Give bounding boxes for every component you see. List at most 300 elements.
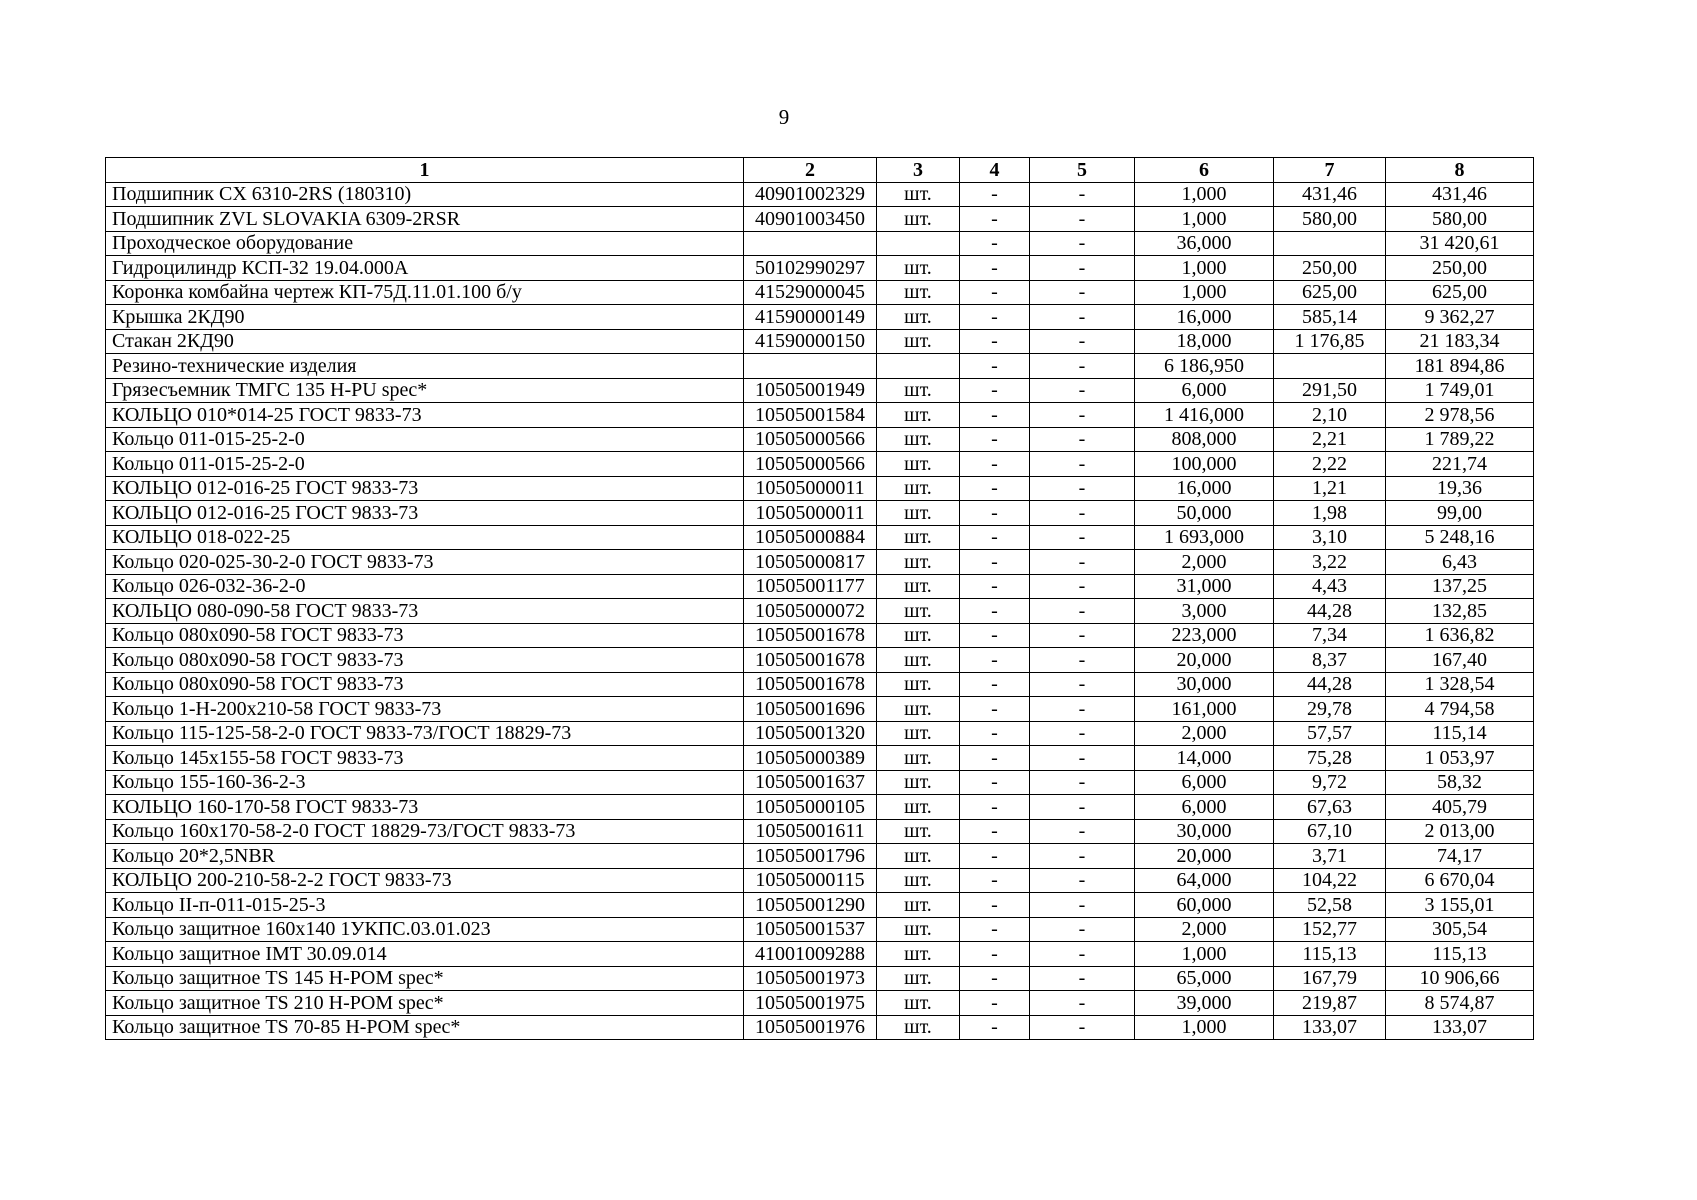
unit-cell: шт. [877,868,960,893]
unit-cell: шт. [877,378,960,403]
table-row [106,697,1534,722]
col5-cell: - [1030,501,1135,526]
unit-cell: шт. [877,452,960,477]
col5-cell: - [1030,182,1135,207]
table-row [106,329,1534,354]
page-number: 9 [778,105,790,129]
table-row [106,231,1534,256]
item-code-cell: 10505001949 [744,378,877,403]
col5-cell: - [1030,991,1135,1016]
item-code-cell: 10505001796 [744,844,877,869]
column-header: 4 [960,158,1030,183]
amount-cell: 6,43 [1386,550,1534,575]
item-code-cell: 10505001637 [744,770,877,795]
col4-cell: - [960,354,1030,379]
col5-cell: - [1030,942,1135,967]
col5-cell: - [1030,574,1135,599]
item-code-cell [744,231,877,256]
unit-cell: шт. [877,917,960,942]
column-header: 2 [744,158,877,183]
unit-cell: шт. [877,256,960,281]
table-row [106,403,1534,428]
item-name-cell: КОЛЬЦО 018-022-25 [106,525,744,550]
price-cell: 291,50 [1274,378,1386,403]
amount-cell: 580,00 [1386,207,1534,232]
item-name-cell: КОЛЬЦО 200-210-58-2-2 ГОСТ 9833-73 [106,868,744,893]
col5-cell: - [1030,231,1135,256]
price-cell: 67,10 [1274,819,1386,844]
price-cell: 29,78 [1274,697,1386,722]
price-cell: 7,34 [1274,623,1386,648]
quantity-cell: 1 693,000 [1135,525,1274,550]
item-name-cell: Кольцо 080х090-58 ГОСТ 9833-73 [106,648,744,673]
amount-cell: 625,00 [1386,280,1534,305]
price-cell: 67,63 [1274,795,1386,820]
item-code-cell: 10505001290 [744,893,877,918]
unit-cell: шт. [877,476,960,501]
item-name-cell: Подшипник CX 6310-2RS (180310) [106,182,744,207]
table-row [106,648,1534,673]
col5-cell: - [1030,354,1135,379]
amount-cell: 1 636,82 [1386,623,1534,648]
price-cell [1274,354,1386,379]
col5-cell: - [1030,697,1135,722]
item-code-cell [744,354,877,379]
price-cell: 580,00 [1274,207,1386,232]
unit-cell: шт. [877,280,960,305]
amount-cell: 9 362,27 [1386,305,1534,330]
table-row [106,770,1534,795]
item-code-cell: 41590000149 [744,305,877,330]
col4-cell: - [960,501,1030,526]
quantity-cell: 2,000 [1135,917,1274,942]
quantity-cell: 1,000 [1135,280,1274,305]
col4-cell: - [960,231,1030,256]
price-cell: 52,58 [1274,893,1386,918]
price-cell: 250,00 [1274,256,1386,281]
item-name-cell: Кольцо 145х155-58 ГОСТ 9833-73 [106,746,744,771]
unit-cell: шт. [877,795,960,820]
item-code-cell: 10505001177 [744,574,877,599]
unit-cell: шт. [877,329,960,354]
amount-cell: 132,85 [1386,599,1534,624]
col5-cell: - [1030,868,1135,893]
table-row [106,966,1534,991]
col5-cell: - [1030,844,1135,869]
col4-cell: - [960,966,1030,991]
item-code-cell: 10505000566 [744,427,877,452]
column-header: 1 [106,158,744,183]
table-row [106,574,1534,599]
unit-cell: шт. [877,942,960,967]
col4-cell: - [960,329,1030,354]
table-row [106,550,1534,575]
table-row [106,1015,1534,1040]
item-code-cell: 10505001975 [744,991,877,1016]
unit-cell: шт. [877,746,960,771]
quantity-cell: 1,000 [1135,256,1274,281]
quantity-cell: 6,000 [1135,378,1274,403]
item-name-cell: Кольцо 080х090-58 ГОСТ 9833-73 [106,672,744,697]
item-name-cell: Коронка комбайна чертеж КП-75Д.11.01.100 б/у [106,280,744,305]
table-row [106,182,1534,207]
item-code-cell: 41001009288 [744,942,877,967]
price-cell: 44,28 [1274,599,1386,624]
table-row [106,844,1534,869]
column-header: 5 [1030,158,1135,183]
item-name-cell: Резино-технические изделия [106,354,744,379]
table-row [106,672,1534,697]
unit-cell: шт. [877,403,960,428]
unit-cell: шт. [877,672,960,697]
table-row [106,942,1534,967]
item-name-cell: Кольцо 011-015-25-2-0 [106,427,744,452]
item-code-cell: 10505000011 [744,476,877,501]
item-code-cell: 50102990297 [744,256,877,281]
col4-cell: - [960,182,1030,207]
price-cell: 4,43 [1274,574,1386,599]
item-name-cell: Кольцо II-п-011-015-25-3 [106,893,744,918]
col4-cell: - [960,917,1030,942]
table-row [106,378,1534,403]
unit-cell: шт. [877,305,960,330]
col4-cell: - [960,305,1030,330]
item-code-cell: 41529000045 [744,280,877,305]
col4-cell: - [960,550,1030,575]
price-cell: 167,79 [1274,966,1386,991]
price-cell: 2,22 [1274,452,1386,477]
amount-cell: 2 013,00 [1386,819,1534,844]
item-name-cell: КОЛЬЦО 160-170-58 ГОСТ 9833-73 [106,795,744,820]
col4-cell: - [960,256,1030,281]
item-code-cell: 10505000389 [744,746,877,771]
quantity-cell: 1,000 [1135,207,1274,232]
table-row [106,917,1534,942]
col4-cell: - [960,697,1030,722]
unit-cell: шт. [877,599,960,624]
col5-cell: - [1030,305,1135,330]
unit-cell: шт. [877,1015,960,1040]
item-code-cell: 10505000105 [744,795,877,820]
price-cell: 3,10 [1274,525,1386,550]
col5-cell: - [1030,378,1135,403]
col4-cell: - [960,476,1030,501]
quantity-cell: 14,000 [1135,746,1274,771]
col5-cell: - [1030,746,1135,771]
item-code-cell: 10505001584 [744,403,877,428]
quantity-cell: 223,000 [1135,623,1274,648]
table-row [106,452,1534,477]
col4-cell: - [960,403,1030,428]
col5-cell: - [1030,819,1135,844]
table-row [106,280,1534,305]
quantity-cell: 1,000 [1135,182,1274,207]
col4-cell: - [960,648,1030,673]
col5-cell: - [1030,893,1135,918]
quantity-cell: 50,000 [1135,501,1274,526]
amount-cell: 6 670,04 [1386,868,1534,893]
col5-cell: - [1030,721,1135,746]
item-code-cell: 40901002329 [744,182,877,207]
item-name-cell: Кольцо защитное 160х140 1УКПС.03.01.023 [106,917,744,942]
item-name-cell: Кольцо защитное TS 210 H-POM spec* [106,991,744,1016]
price-cell: 133,07 [1274,1015,1386,1040]
amount-cell: 2 978,56 [1386,403,1534,428]
item-code-cell: 10505001696 [744,697,877,722]
table-row [106,623,1534,648]
amount-cell: 5 248,16 [1386,525,1534,550]
unit-cell: шт. [877,966,960,991]
table-row [106,354,1534,379]
table-row [106,795,1534,820]
col5-cell: - [1030,452,1135,477]
item-name-cell: Кольцо защитное IMT 30.09.014 [106,942,744,967]
col4-cell: - [960,770,1030,795]
col4-cell: - [960,452,1030,477]
quantity-cell: 161,000 [1135,697,1274,722]
quantity-cell: 1,000 [1135,942,1274,967]
item-name-cell: КОЛЬЦО 012-016-25 ГОСТ 9833-73 [106,476,744,501]
item-name-cell: Кольцо 1-Н-200х210-58 ГОСТ 9833-73 [106,697,744,722]
unit-cell [877,231,960,256]
price-cell: 9,72 [1274,770,1386,795]
amount-cell: 305,54 [1386,917,1534,942]
col5-cell: - [1030,403,1135,428]
quantity-cell: 6,000 [1135,795,1274,820]
table-row [106,893,1534,918]
col5-cell: - [1030,648,1135,673]
price-cell: 104,22 [1274,868,1386,893]
table-row [106,868,1534,893]
quantity-cell: 64,000 [1135,868,1274,893]
amount-cell: 167,40 [1386,648,1534,673]
quantity-cell: 30,000 [1135,672,1274,697]
item-code-cell: 10505000566 [744,452,877,477]
amount-cell: 31 420,61 [1386,231,1534,256]
unit-cell: шт. [877,697,960,722]
unit-cell: шт. [877,623,960,648]
amount-cell: 431,46 [1386,182,1534,207]
item-name-cell: Кольцо 026-032-36-2-0 [106,574,744,599]
amount-cell: 1 053,97 [1386,746,1534,771]
quantity-cell: 36,000 [1135,231,1274,256]
col4-cell: - [960,427,1030,452]
col5-cell: - [1030,427,1135,452]
column-header: 7 [1274,158,1386,183]
unit-cell: шт. [877,721,960,746]
amount-cell: 8 574,87 [1386,991,1534,1016]
col4-cell: - [960,525,1030,550]
column-header: 6 [1135,158,1274,183]
table-row [106,721,1534,746]
amount-cell: 1 789,22 [1386,427,1534,452]
item-name-cell: Кольцо 160х170-58-2-0 ГОСТ 18829-73/ГОСТ 9833-73 [106,819,744,844]
price-cell: 1,98 [1274,501,1386,526]
quantity-cell: 3,000 [1135,599,1274,624]
item-code-cell: 10505000884 [744,525,877,550]
col4-cell: - [960,207,1030,232]
col5-cell: - [1030,770,1135,795]
col4-cell: - [960,574,1030,599]
quantity-cell: 6 186,950 [1135,354,1274,379]
col5-cell: - [1030,599,1135,624]
col4-cell: - [960,868,1030,893]
quantity-cell: 20,000 [1135,844,1274,869]
item-code-cell: 41590000150 [744,329,877,354]
table-row [106,599,1534,624]
col4-cell: - [960,1015,1030,1040]
item-name-cell: Кольцо 20*2,5NBR [106,844,744,869]
quantity-cell: 30,000 [1135,819,1274,844]
amount-cell: 115,13 [1386,942,1534,967]
amount-cell: 221,74 [1386,452,1534,477]
unit-cell: шт. [877,893,960,918]
item-code-cell: 10505001678 [744,648,877,673]
column-header: 3 [877,158,960,183]
table-body [106,182,1534,1040]
col5-cell: - [1030,256,1135,281]
item-code-cell: 10505001611 [744,819,877,844]
item-code-cell: 10505001678 [744,623,877,648]
item-name-cell: Кольцо 080х090-58 ГОСТ 9833-73 [106,623,744,648]
item-name-cell: КОЛЬЦО 010*014-25 ГОСТ 9833-73 [106,403,744,428]
amount-cell: 3 155,01 [1386,893,1534,918]
unit-cell: шт. [877,207,960,232]
price-cell: 8,37 [1274,648,1386,673]
amount-cell: 10 906,66 [1386,966,1534,991]
price-cell: 585,14 [1274,305,1386,330]
unit-cell: шт. [877,501,960,526]
item-code-cell: 10505001678 [744,672,877,697]
amount-cell: 99,00 [1386,501,1534,526]
item-code-cell: 10505000011 [744,501,877,526]
price-cell: 1 176,85 [1274,329,1386,354]
unit-cell: шт. [877,991,960,1016]
col4-cell: - [960,721,1030,746]
item-name-cell: Кольцо 020-025-30-2-0 ГОСТ 9833-73 [106,550,744,575]
col5-cell: - [1030,795,1135,820]
quantity-cell: 20,000 [1135,648,1274,673]
col5-cell: - [1030,672,1135,697]
amount-cell: 405,79 [1386,795,1534,820]
col5-cell: - [1030,550,1135,575]
quantity-cell: 100,000 [1135,452,1274,477]
unit-cell: шт. [877,819,960,844]
price-cell: 44,28 [1274,672,1386,697]
unit-cell: шт. [877,648,960,673]
col5-cell: - [1030,966,1135,991]
table-row [106,819,1534,844]
amount-cell: 74,17 [1386,844,1534,869]
price-cell: 57,57 [1274,721,1386,746]
unit-cell: шт. [877,427,960,452]
table-row [106,305,1534,330]
unit-cell: шт. [877,525,960,550]
item-code-cell: 10505001976 [744,1015,877,1040]
amount-cell: 19,36 [1386,476,1534,501]
quantity-cell: 1,000 [1135,1015,1274,1040]
col5-cell: - [1030,476,1135,501]
unit-cell: шт. [877,182,960,207]
col4-cell: - [960,795,1030,820]
price-cell: 3,71 [1274,844,1386,869]
column-header: 8 [1386,158,1534,183]
item-code-cell: 10505000115 [744,868,877,893]
item-name-cell: Проходческое оборудование [106,231,744,256]
price-cell: 431,46 [1274,182,1386,207]
item-code-cell: 10505001537 [744,917,877,942]
table-row [106,501,1534,526]
item-name-cell: Грязесъемник ТМГС 135 H-PU spec* [106,378,744,403]
unit-cell: шт. [877,770,960,795]
col4-cell: - [960,942,1030,967]
quantity-cell: 31,000 [1135,574,1274,599]
col4-cell: - [960,623,1030,648]
quantity-cell: 1 416,000 [1135,403,1274,428]
table-row [106,476,1534,501]
amount-cell: 58,32 [1386,770,1534,795]
quantity-cell: 808,000 [1135,427,1274,452]
item-code-cell: 10505000072 [744,599,877,624]
item-name-cell: Кольцо 011-015-25-2-0 [106,452,744,477]
item-name-cell: Подшипник ZVL SLOVAKIA 6309-2RSR [106,207,744,232]
amount-cell: 21 183,34 [1386,329,1534,354]
quantity-cell: 16,000 [1135,305,1274,330]
col4-cell: - [960,819,1030,844]
price-cell: 625,00 [1274,280,1386,305]
quantity-cell: 60,000 [1135,893,1274,918]
amount-cell: 133,07 [1386,1015,1534,1040]
table-row [106,207,1534,232]
col5-cell: - [1030,917,1135,942]
col4-cell: - [960,280,1030,305]
quantity-cell: 18,000 [1135,329,1274,354]
price-cell: 1,21 [1274,476,1386,501]
item-name-cell: КОЛЬЦО 012-016-25 ГОСТ 9833-73 [106,501,744,526]
amount-cell: 1 328,54 [1386,672,1534,697]
col5-cell: - [1030,1015,1135,1040]
item-name-cell: Крышка 2КД90 [106,305,744,330]
unit-cell: шт. [877,844,960,869]
price-cell: 115,13 [1274,942,1386,967]
table-row [106,991,1534,1016]
quantity-cell: 65,000 [1135,966,1274,991]
table-row [106,525,1534,550]
col5-cell: - [1030,280,1135,305]
amount-cell: 250,00 [1386,256,1534,281]
amount-cell: 4 794,58 [1386,697,1534,722]
table-row [106,427,1534,452]
unit-cell: шт. [877,574,960,599]
item-name-cell: Стакан 2КД90 [106,329,744,354]
item-name-cell: Кольцо 115-125-58-2-0 ГОСТ 9833-73/ГОСТ 18829-73 [106,721,744,746]
unit-cell: шт. [877,550,960,575]
col4-cell: - [960,991,1030,1016]
price-cell [1274,231,1386,256]
col4-cell: - [960,893,1030,918]
inventory-table [105,157,1534,1040]
unit-cell [877,354,960,379]
item-code-cell: 40901003450 [744,207,877,232]
quantity-cell: 6,000 [1135,770,1274,795]
amount-cell: 181 894,86 [1386,354,1534,379]
amount-cell: 115,14 [1386,721,1534,746]
price-cell: 2,10 [1274,403,1386,428]
amount-cell: 1 749,01 [1386,378,1534,403]
amount-cell: 137,25 [1386,574,1534,599]
quantity-cell: 2,000 [1135,721,1274,746]
table-row [106,256,1534,281]
